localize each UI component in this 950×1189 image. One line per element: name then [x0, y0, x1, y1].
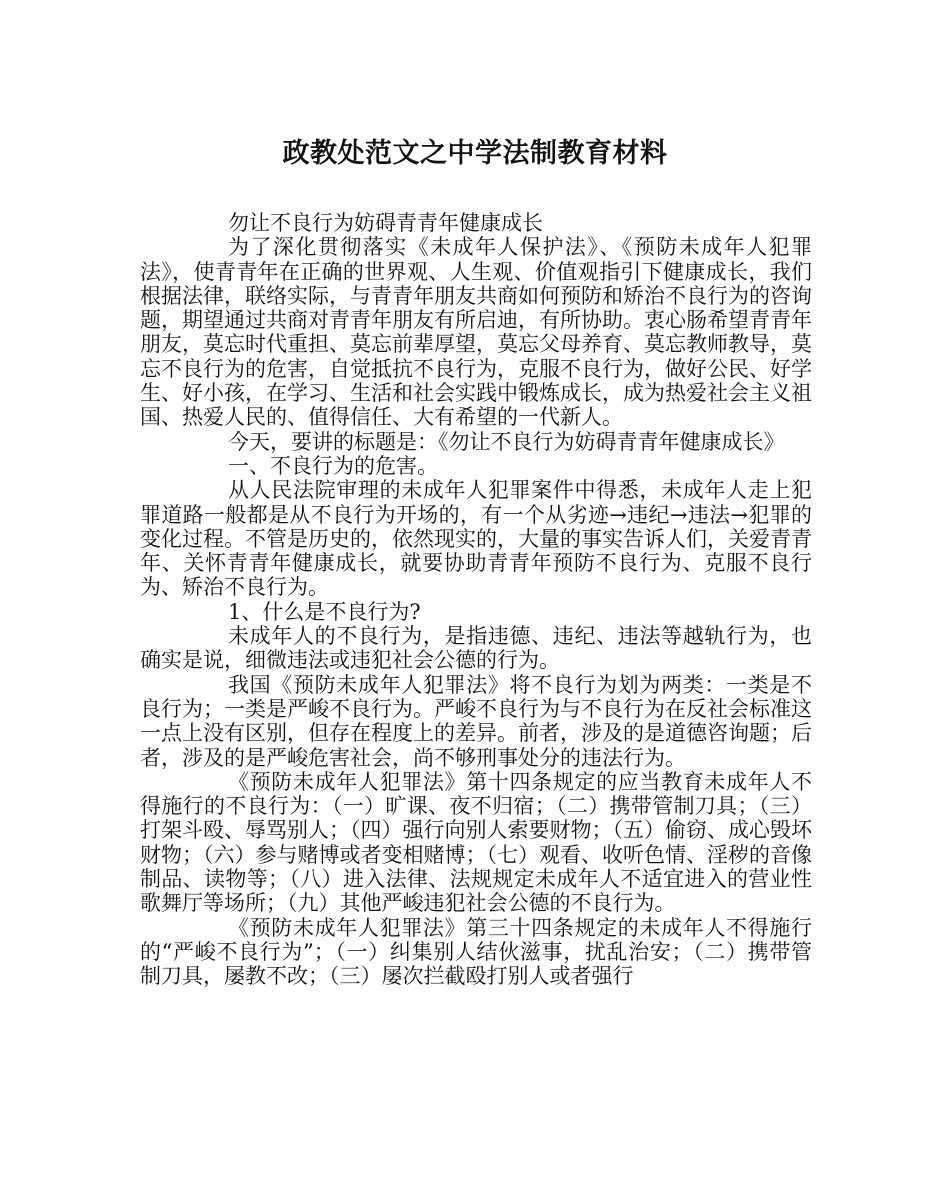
- paragraph-article-14: 《预防未成年人犯罪法》第十四条规定的应当教育未成年人不得施行的不良行为：（一）旷课、夜不归宿；（二）携带管制刀具；（三）打架斗殴、辱骂别人；（四）强行向别人索要财物；（五）偷窃、成心毁坏财物；（六）参与赌博或者变相赌博；（七）观看、收听色情、淫秽的音像制品、读物等；（八）进入法律、法规规定未成年人不适宜进入的营业性歌舞厅等场所；（九）其他严峻违犯社会公德的不良行为。: [140, 769, 812, 916]
- paragraph-topic: 今天，要讲的标题是：《勿让不良行为妨碍青青年健康成长》: [228, 429, 785, 454]
- subheading-what-is: 1、什么是不良行为?: [228, 599, 421, 624]
- paragraph-two-types: 我国《预防未成年人犯罪法》将不良行为划为两类：一类是不良行为；一类是严峻不良行为。严峻不良行为与不良行为在反社会标准这一点上没有区别，但存在程度上的差异。前者，涉及的是道德咨询题；后者，涉及的是严峻危害社会，尚不够刑事处分的违法行为。: [140, 672, 812, 770]
- paragraph-court-cases: 从人民法院审理的未成年人犯罪案件中得悉，未成年人走上犯罪道路一般都是从不良行为开场的，有一个从劣迹→违纪→违法→犯罪的变化过程。不管是历史的，依然现实的，大量的事实告诉人们，关爱青青年、关怀青青年健康成长，就要协助青青年预防不良行为、克服不良行为、矫治不良行为。: [140, 478, 812, 600]
- section-subtitle: 勿让不良行为妨碍青青年健康成长: [228, 211, 543, 235]
- document-body: [140, 211, 812, 989]
- paragraph-definition: 未成年人的不良行为，是指违德、违纪、违法等越轨行为，也确实是说，细微违法或违犯社会公德的行为。: [140, 624, 812, 673]
- section-heading-harm: 一、不良行为的危害。: [228, 453, 438, 478]
- paragraph-article-34: 《预防未成年人犯罪法》第三十四条规定的未成年人不得施行的“严峻不良行为”；（一）纠集别人结伙滋事，扰乱治安；（二）携带管制刀具，屡教不改；（三）屡次拦截殴打别人或者强行: [140, 915, 812, 989]
- document-title: 政教处范文之中学法制教育材料: [282, 138, 668, 169]
- paragraph-intro: 为了深化贯彻落实《未成年人保护法》、《预防未成年人犯罪法》，使青青年在正确的世界观、人生观、价值观指引下健康成长，我们根据法律，联络实际，与青青年朋友共商如何预防和矫治不良行为的咨询题，期望通过共商对青青年朋友有所启迪，有所协助。衷心肠希望青青年朋友，莫忘时代重担、莫忘前辈厚望，莫忘父母养育、莫忘教师教导，莫忘不良行为的危害，自觉抵抗不良行为，克服不良行为，做好公民、好学生、好小孩，在学习、生活和社会实践中锻炼成长，成为热爱社会主义祖国、热爱人民的、值得信任、大有希望的一代新人。: [140, 235, 812, 430]
